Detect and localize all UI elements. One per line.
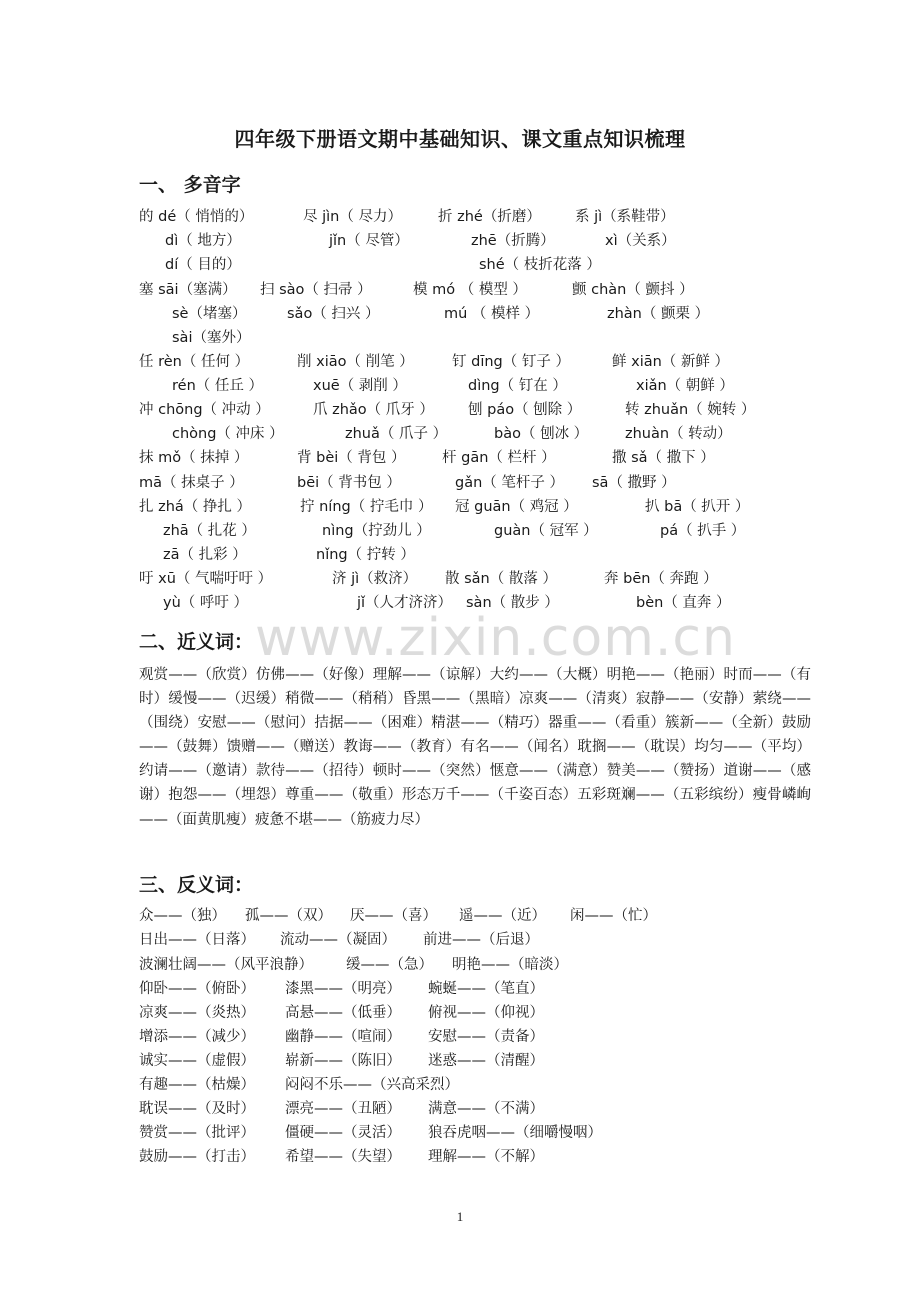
antonym-pair: 流动——（凝固）: [280, 932, 396, 948]
antonym-pair: 高悬——（低垂）: [285, 1005, 401, 1021]
polyphonic-entry: zhē（折腾）: [471, 233, 555, 249]
polyphonic-entry: 折 zhé（折磨）: [438, 209, 541, 225]
polyphonic-entry: 塞 sāi（塞满）: [139, 282, 237, 298]
antonym-pair: 俯视——（仰视）: [428, 1005, 544, 1021]
polyphonic-entry: 冲 chōng（ 冲动 ）: [139, 402, 270, 418]
antonym-pair: 蜿蜒——（笔直）: [428, 981, 544, 997]
polyphonic-entry: pá（ 扒手 ）: [660, 523, 746, 539]
antonym-pair: 明艳——（暗淡）: [452, 957, 568, 973]
polyphonic-entry: jǐ（人才济济）: [357, 595, 453, 611]
antonym-pair: 僵硬——（灵活）: [285, 1125, 401, 1141]
polyphonic-entry: 削 xiāo（ 削笔 ）: [297, 354, 414, 370]
antonym-pair: 闲——（忙）: [570, 908, 657, 924]
antonym-pair: 众——（独）: [139, 908, 226, 924]
polyphonic-entry: chòng（ 冲床 ）: [172, 426, 284, 442]
polyphonic-entry: zhā（ 扎花 ）: [163, 523, 256, 539]
antonym-pair: 漆黑——（明亮）: [285, 981, 401, 997]
polyphonic-entry: shé（ 枝折花落 ）: [479, 257, 601, 273]
polyphonic-entry: jǐn（ 尽管）: [329, 233, 409, 249]
polyphonic-entry: 扒 bā（ 扒开 ）: [645, 499, 750, 515]
polyphonic-entry: bào（ 刨冰 ）: [494, 426, 589, 442]
polyphonic-entry: guàn（ 冠军 ）: [494, 523, 598, 539]
polyphonic-entry: dì（ 地方）: [165, 233, 241, 249]
polyphonic-entry: 刨 páo（ 刨除 ）: [468, 402, 582, 418]
polyphonic-entry: 颤 chàn（ 颤抖 ）: [572, 282, 694, 298]
polyphonic-entry: bēi（ 背书包 ）: [297, 475, 401, 491]
polyphonic-entry: mú （ 模样 ）: [444, 306, 540, 322]
polyphonic-entry: 杆 gān（ 栏杆 ）: [442, 450, 556, 466]
polyphonic-entry: zhuǎ（ 爪子 ）: [345, 426, 448, 442]
antonym-pair: 凉爽——（炎热）: [139, 1005, 255, 1021]
polyphonic-entry: zā（ 扎彩 ）: [163, 547, 247, 563]
polyphonic-entry: 吁 xū（ 气喘吁吁 ）: [139, 571, 273, 587]
polyphonic-entry: sā（ 撒野 ）: [592, 475, 676, 491]
antonym-pair: 漂亮——（丑陋）: [285, 1101, 401, 1117]
polyphonic-entry: zhuàn（ 转动）: [625, 426, 732, 442]
polyphonic-entry: sàn（ 散步 ）: [466, 595, 559, 611]
polyphonic-entry: 鲜 xiān（ 新鲜 ）: [612, 354, 730, 370]
antonym-pair: 耽误——（及时）: [139, 1101, 255, 1117]
polyphonic-entry: yù（ 呼吁 ）: [163, 595, 248, 611]
polyphonic-entry: 冠 guān（ 鸡冠 ）: [455, 499, 578, 515]
antonym-pair: 波澜壮阔——（风平浪静）: [139, 957, 313, 973]
polyphonic-entry: 济 jì（救济）: [332, 571, 418, 587]
polyphonic-entry: 散 sǎn（ 散落 ）: [445, 571, 557, 587]
polyphonic-entry: nìng（拧劲儿 ）: [322, 523, 431, 539]
antonym-pair: 有趣——（枯燥）: [139, 1077, 255, 1093]
polyphonic-entry: bèn（ 直奔 ）: [636, 595, 731, 611]
polyphonic-entry: 爪 zhǎo（ 爪牙 ）: [313, 402, 434, 418]
polyphonic-entry: 扎 zhá（ 挣扎 ）: [139, 499, 252, 515]
antonym-pair: 赞赏——（批评）: [139, 1125, 255, 1141]
polyphonic-entry: 抹 mǒ（ 抹掉 ）: [139, 450, 249, 466]
antonym-pair: 增添——（减少）: [139, 1029, 255, 1045]
antonym-pair: 闷闷不乐——（兴高采烈）: [285, 1077, 459, 1093]
antonym-pair: 狼吞虎咽——（细嚼慢咽）: [428, 1125, 602, 1141]
polyphonic-entry: xiǎn（ 朝鲜 ）: [636, 378, 734, 394]
page-title: 四年级下册语文期中基础知识、课文重点知识梳理: [234, 127, 686, 151]
polyphonic-entry: rén（ 任丘 ）: [172, 378, 263, 394]
antonym-pair: 满意——（不满）: [428, 1101, 544, 1117]
polyphonic-entry: sài（塞外）: [172, 330, 251, 346]
polyphonic-entry: zhàn（ 颤栗 ）: [607, 306, 710, 322]
polyphonic-entry: 任 rèn（ 任何 ）: [139, 354, 250, 370]
polyphonic-entry: dìng（ 钉在 ）: [468, 378, 567, 394]
polyphonic-entry: 模 mó （ 模型 ）: [413, 282, 527, 298]
polyphonic-entry: xuē（ 剥削 ）: [313, 378, 407, 394]
polyphonic-entry: gǎn（ 笔杆子 ）: [455, 475, 564, 491]
polyphonic-entry: 奔 bēn（ 奔跑 ）: [604, 571, 718, 587]
polyphonic-entry: 尽 jìn（ 尽力）: [303, 209, 402, 225]
polyphonic-entry: 扫 sào（ 扫帚 ）: [260, 282, 372, 298]
watermark: www.zixin.com.cn: [255, 608, 736, 668]
antonym-pair: 理解——（不解）: [428, 1149, 544, 1165]
antonym-pair: 崭新——（陈旧）: [285, 1053, 401, 1069]
antonym-pair: 前进——（后退）: [423, 932, 539, 948]
polyphonic-entry: dí（ 目的）: [165, 257, 241, 273]
polyphonic-entry: xì（关系）: [605, 233, 676, 249]
antonym-pair: 安慰——（责备）: [428, 1029, 544, 1045]
polyphonic-entry: 转 zhuǎn（ 婉转 ）: [625, 402, 756, 418]
antonym-pair: 鼓励——（打击）: [139, 1149, 255, 1165]
antonym-pair: 希望——（失望）: [285, 1149, 401, 1165]
antonym-pair: 迷惑——（清醒）: [428, 1053, 544, 1069]
polyphonic-entry: mā（ 抹桌子 ）: [139, 475, 244, 491]
synonyms-paragraph: 观赏——（欣赏）仿佛——（好像）理解——（谅解）大约——（大概）明艳——（艳丽）时而——（有时）缓慢——（迟缓）稍微——（稍稍）昏黑——（黑暗）凉爽——（清爽）寂静——（安静）萦绕——（围绕）安慰——（慰问）拮据——（困难）精湛——（精巧）器重——（看重）簇新——（全新）鼓励——（鼓舞）馈赠——（赠送）教诲——（教育）有名——（闻名）耽搁——（耽误）均匀——（平均）约请——（邀请）款待——（招待）顿时——（突然）惬意——（满意）赞美——（赞扬）道谢——（感谢）抱怨——（埋怨）尊重——（敬重）形态万千——（千姿百态）五彩斑斓——（五彩缤纷）瘦骨嶙峋——（面黄肌瘦）疲惫不堪——（筋疲力尽）: [139, 667, 811, 828]
polyphonic-entry: 拧 níng（ 拧毛巾 ）: [300, 499, 433, 515]
antonym-pair: 厌——（喜）: [350, 908, 437, 924]
antonym-pair: 幽静——（喧闹）: [285, 1029, 401, 1045]
polyphonic-entry: nǐng（ 拧转 ）: [316, 547, 415, 563]
polyphonic-entry: sè（堵塞）: [172, 306, 247, 322]
page-number: 1: [456, 1209, 464, 1224]
antonym-pair: 日出——（日落）: [139, 932, 255, 948]
polyphonic-entry: 背 bèi（ 背包 ）: [297, 450, 406, 466]
antonym-pair: 孤——（双）: [245, 908, 332, 924]
antonym-pair: 诚实——（虚假）: [139, 1053, 255, 1069]
antonym-pair: 缓——（急）: [346, 957, 433, 973]
polyphonic-entry: 撒 sǎ（ 撒下 ）: [612, 450, 715, 466]
polyphonic-entry: sǎo（ 扫兴 ）: [287, 306, 380, 322]
antonym-pair: 遥——（近）: [459, 908, 546, 924]
antonym-pair: 仰卧——（俯卧）: [139, 981, 255, 997]
section-heading-antonyms: 三、反义词：: [139, 874, 254, 896]
section-heading-polyphonic: 一、 多音字: [139, 174, 241, 196]
section-heading-synonyms: 二、近义词：: [139, 631, 254, 653]
polyphonic-entry: 系 jì（系鞋带）: [575, 209, 675, 225]
polyphonic-entry: 钉 dīng（ 钉子 ）: [452, 354, 570, 370]
polyphonic-entry: 的 dé（ 悄悄的）: [139, 209, 254, 225]
